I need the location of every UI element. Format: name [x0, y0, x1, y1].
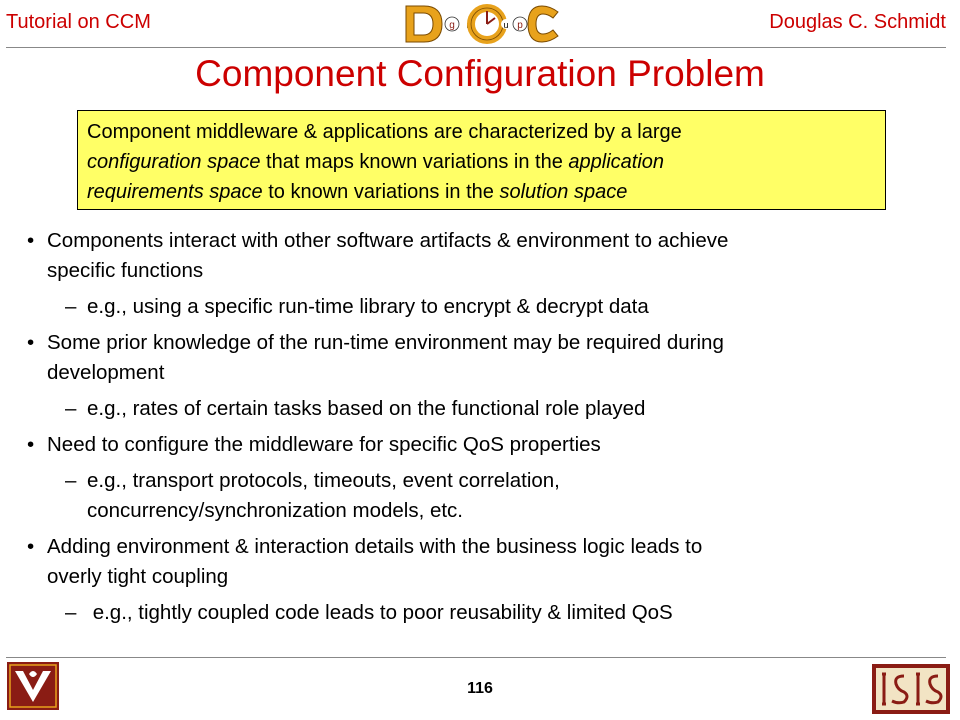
header-tutorial-title: Tutorial on CCM	[6, 11, 151, 33]
dash-icon: –	[65, 397, 77, 420]
isis-logo	[872, 664, 950, 714]
svg-text:p: p	[517, 20, 523, 31]
svg-text:g: g	[449, 20, 455, 31]
bullet-list	[27, 226, 942, 628]
bullet-item: • Adding environment & interaction details with the business logic leads to overly tight coupling	[27, 532, 942, 592]
bullet-dot-icon: •	[27, 331, 35, 354]
sub-bullet-item: – e.g., rates of certain tasks based on the functional role played	[27, 394, 942, 424]
doc-group-logo	[402, 2, 562, 46]
definition-callout	[77, 110, 886, 210]
bullet-dot-icon: •	[27, 433, 35, 456]
bullet-dot-icon: •	[27, 535, 35, 558]
header-author: Douglas C. Schmidt	[769, 11, 946, 33]
header-divider	[6, 47, 946, 48]
sub-bullet-item: – e.g., using a specific run-time library to encrypt & decrypt data	[27, 292, 942, 322]
sub-bullet-item: – e.g., transport protocols, timeouts, event correlation, concurrency/synchronization models, etc.	[27, 466, 942, 526]
slide-title: Component Configuration Problem	[195, 53, 765, 94]
footer-divider	[6, 657, 946, 658]
page-number: 116	[467, 680, 493, 697]
bullet-dot-icon: •	[27, 229, 35, 252]
dash-icon: –	[65, 295, 77, 318]
callout-line-2: configuration space that maps known variations in the application	[87, 151, 665, 173]
svg-text:r: r	[466, 20, 470, 30]
callout-line-1: Component middleware & applications are characterized by a large	[87, 121, 682, 143]
dash-icon: –	[65, 469, 77, 492]
bullet-item: • Components interact with other software artifacts & environment to achieve specific functions	[27, 226, 942, 286]
callout-line-3: requirements space to known variations in the solution space	[87, 181, 628, 203]
bullet-item: • Need to configure the middleware for specific QoS properties	[27, 430, 942, 460]
sub-bullet-item: – e.g., tightly coupled code leads to poor reusability & limited QoS	[27, 598, 942, 628]
svg-text:u: u	[503, 20, 509, 30]
dash-icon: –	[65, 601, 77, 624]
bullet-item: • Some prior knowledge of the run-time environment may be required during development	[27, 328, 942, 388]
